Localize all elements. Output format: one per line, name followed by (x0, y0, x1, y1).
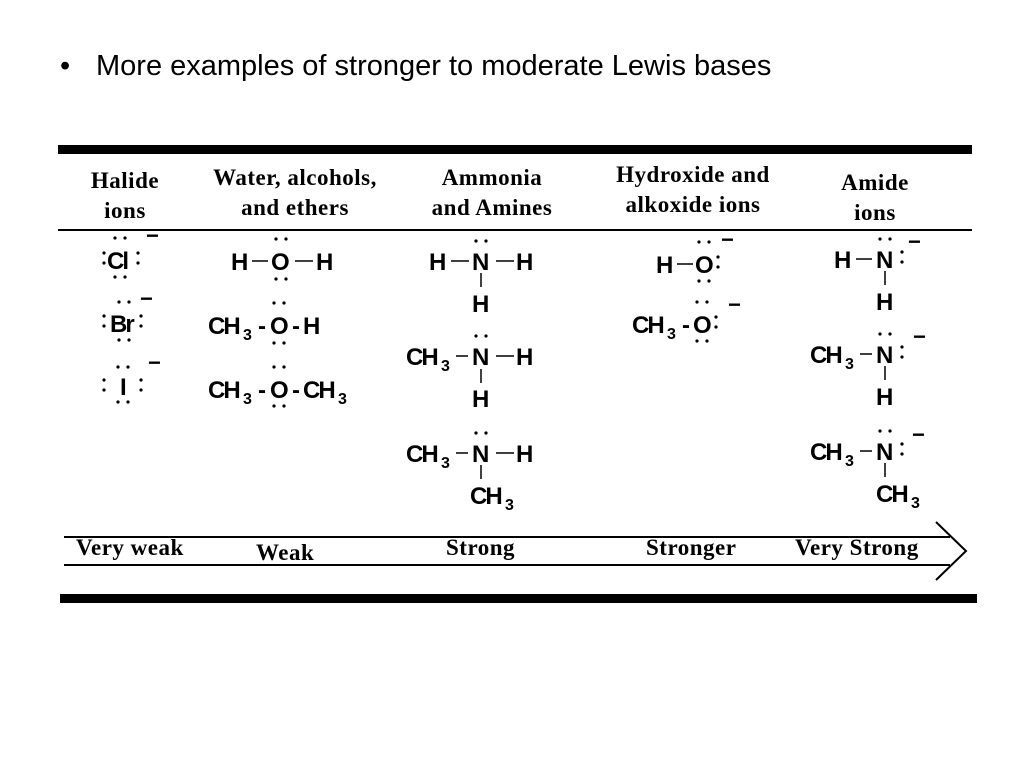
subscript-3: 3 (667, 326, 676, 343)
o-symbol: O (270, 377, 287, 404)
dimethyl-ether-molecule (208, 365, 347, 408)
charge-sign: − (148, 350, 159, 375)
methylamine-molecule (406, 334, 532, 413)
hydroxide-ion (656, 227, 733, 283)
ch-symbol: CH (208, 313, 239, 340)
label-very-strong: Very Strong (795, 535, 919, 560)
subscript-3: 3 (441, 358, 450, 375)
subscript-3: 3 (911, 495, 920, 512)
label-strong: Strong (446, 535, 516, 560)
subscript-3: 3 (505, 497, 514, 514)
ammonia-molecule (429, 239, 532, 318)
charge-sign: − (721, 227, 732, 252)
h-symbol: H (834, 247, 850, 274)
n-symbol: N (876, 247, 892, 274)
i-symbol: I (120, 374, 125, 401)
header-line: Hydroxide and (616, 162, 770, 187)
header-line: Ammonia (441, 165, 543, 190)
methanol-molecule (208, 301, 319, 344)
bond-dash: - (258, 377, 264, 404)
ch-symbol: CH (810, 342, 841, 369)
ch-symbol: CH (470, 483, 501, 510)
header-line: and ethers (241, 195, 349, 220)
n-symbol: N (472, 249, 488, 276)
amide-ion (834, 229, 920, 316)
n-symbol: N (876, 439, 892, 466)
header-line: ions (104, 198, 146, 223)
h-symbol: H (516, 441, 532, 468)
h-symbol: H (656, 252, 672, 279)
bullet-icon: • (60, 50, 71, 82)
dimethylamine-molecule (406, 431, 532, 514)
h-symbol: H (303, 313, 319, 340)
methylamide-ion (810, 324, 925, 411)
ch-symbol: CH (632, 312, 663, 339)
subscript-3: 3 (441, 455, 450, 472)
ch-symbol: CH (208, 377, 239, 404)
chloride-ion (102, 223, 158, 279)
label-very-weak: Very weak (76, 535, 184, 560)
o-symbol: O (693, 312, 710, 339)
charge-sign: − (912, 422, 923, 447)
h-symbol: H (516, 344, 532, 371)
o-symbol: O (271, 249, 288, 276)
ch-symbol: CH (876, 481, 907, 508)
water-molecule (231, 237, 332, 280)
methoxide-ion (632, 292, 740, 343)
header-line: and Amines (431, 195, 553, 220)
charge-sign: − (908, 229, 919, 254)
bond-dash: - (292, 377, 298, 404)
label-stronger: Stronger (646, 535, 737, 560)
bromide-ion (102, 286, 152, 342)
label-weak: Weak (256, 540, 315, 565)
subscript-3: 3 (845, 453, 854, 470)
bond-dash: - (258, 313, 264, 340)
header-line: alkoxide ions (625, 192, 761, 217)
h-symbol: H (472, 386, 488, 413)
charge-sign: − (146, 223, 157, 248)
h-symbol: H (231, 249, 247, 276)
o-symbol: O (270, 313, 287, 340)
iodide-ion (102, 350, 160, 404)
subscript-3: 3 (845, 356, 854, 373)
lone-pair-dots (474, 239, 487, 242)
ch-symbol: CH (303, 377, 334, 404)
header-line: Amide (841, 170, 909, 195)
ch-symbol: CH (406, 344, 437, 371)
ch-symbol: CH (810, 439, 841, 466)
charge-sign: − (913, 324, 924, 349)
n-symbol: N (472, 441, 488, 468)
bond-dash: - (682, 312, 688, 339)
ch-symbol: CH (406, 441, 437, 468)
header-line: Halide (90, 168, 160, 193)
n-symbol: N (472, 344, 488, 371)
subscript-3: 3 (338, 391, 347, 408)
h-symbol: H (316, 249, 332, 276)
charge-sign: − (140, 286, 151, 311)
o-symbol: O (695, 252, 712, 279)
subscript-3: 3 (243, 391, 252, 408)
slide-title: More examples of stronger to moderate Lewis bases (96, 50, 772, 82)
lone-pair-dots (474, 431, 487, 434)
header-line: ions (854, 200, 896, 225)
charge-sign: − (728, 292, 739, 317)
h-symbol: H (876, 384, 892, 411)
dimethylamide-ion (810, 422, 924, 512)
h-symbol: H (516, 249, 532, 276)
h-symbol: H (429, 249, 445, 276)
subscript-3: 3 (243, 327, 252, 344)
header-line: Water, alcohols, (213, 165, 377, 190)
lone-pair-dots (474, 334, 487, 337)
h-symbol: H (876, 289, 892, 316)
n-symbol: N (876, 342, 892, 369)
cl-symbol: Cl (107, 248, 127, 275)
br-symbol: Br (110, 311, 133, 338)
bond-dash: - (292, 313, 298, 340)
h-symbol: H (472, 291, 488, 318)
